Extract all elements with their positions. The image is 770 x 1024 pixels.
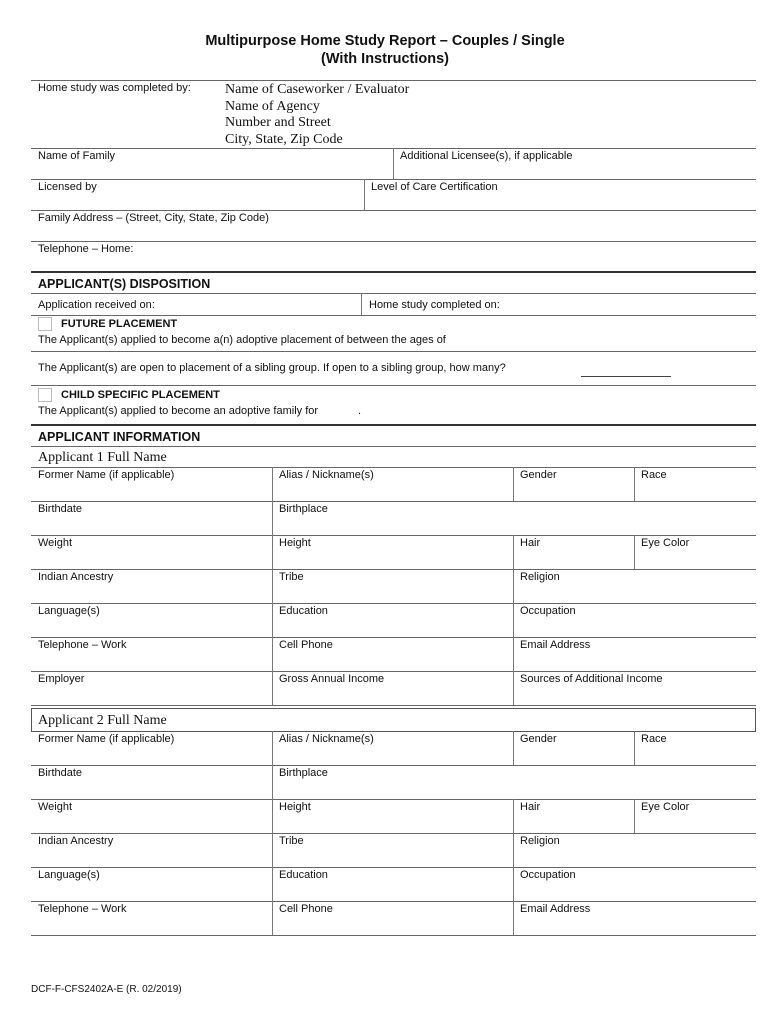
divider — [31, 385, 756, 386]
applicant1-eye-color-label: Eye Color — [641, 537, 690, 549]
applicant1-gross-income-label: Gross Annual Income — [279, 673, 385, 685]
applicant2-tribe-field[interactable] — [272, 833, 513, 867]
applicant2-tribe-label: Tribe — [279, 835, 304, 847]
applicant2-gender-label: Gender — [520, 733, 557, 745]
applicant1-race-label: Race — [641, 469, 667, 481]
divider — [272, 799, 273, 833]
divider — [272, 603, 273, 637]
divider — [634, 467, 635, 501]
divider — [513, 603, 514, 637]
applicant2-religion-label: Religion — [520, 835, 560, 847]
sibling-count-blank[interactable] — [581, 376, 671, 377]
applicant1-tribe-label: Tribe — [279, 571, 304, 583]
applicant1-tribe-field[interactable] — [272, 569, 513, 603]
divider — [31, 705, 756, 706]
divider — [272, 731, 273, 765]
applicant2-cell-phone-label: Cell Phone — [279, 903, 333, 915]
divider — [513, 467, 514, 501]
applicant2-former-name-label: Former Name (if applicable) — [38, 733, 175, 745]
application-received-label: Application received on: — [38, 299, 155, 311]
divider — [31, 446, 756, 447]
applicant2-indian-ancestry-label: Indian Ancestry — [38, 835, 114, 847]
applicant2-full-name-label: Applicant 2 Full Name — [38, 713, 167, 728]
divider — [272, 867, 273, 901]
future-placement-text: The Applicant(s) applied to become a(n) adoptive placement of between the ages of — [38, 334, 446, 346]
applicant2-alias-label: Alias / Nickname(s) — [279, 733, 374, 745]
child-specific-checkbox[interactable] — [38, 388, 52, 402]
divider — [513, 535, 514, 569]
divider — [272, 569, 273, 603]
divider — [272, 765, 273, 799]
divider — [513, 569, 514, 603]
applicant2-hair-label: Hair — [520, 801, 541, 813]
applicant1-hair-label: Hair — [520, 537, 541, 549]
divider — [513, 637, 514, 671]
divider — [31, 315, 756, 316]
future-placement-checkbox[interactable] — [38, 317, 52, 331]
section-divider — [31, 271, 756, 273]
applicant2-occupation-label: Occupation — [520, 869, 576, 881]
section-divider — [31, 424, 756, 426]
applicant2-birthplace-label: Birthplace — [279, 767, 328, 779]
applicant1-religion-label: Religion — [520, 571, 560, 583]
divider — [513, 833, 514, 867]
divider — [634, 535, 635, 569]
applicant1-gender-label: Gender — [520, 469, 557, 481]
city-state-zip[interactable]: City, State, Zip Code — [225, 131, 343, 147]
applicant1-height-label: Height — [279, 537, 311, 549]
divider — [513, 901, 514, 935]
disposition-heading: APPLICANT(S) DISPOSITION — [38, 277, 211, 291]
applicant1-telephone-work-label: Telephone – Work — [38, 639, 127, 651]
form-id: DCF-F-CFS2402A-E (R. 02/2019) — [31, 984, 182, 995]
agency-name[interactable]: Name of Agency — [225, 98, 320, 114]
sibling-group-text: The Applicant(s) are open to placement of a sibling group. If open to a sibling group, how many? — [38, 362, 506, 374]
divider — [31, 351, 756, 352]
applicant2-languages-label: Language(s) — [38, 869, 100, 881]
child-specific-label: CHILD SPECIFIC PLACEMENT — [61, 389, 220, 401]
child-specific-text: The Applicant(s) applied to become an adoptive family for — [38, 405, 319, 417]
applicant1-birthdate-label: Birthdate — [38, 503, 83, 515]
divider — [513, 867, 514, 901]
child-specific-period: . — [358, 405, 362, 417]
applicant2-birthplace-field[interactable] — [272, 765, 756, 799]
divider — [272, 671, 273, 705]
applicant2-race-label: Race — [641, 733, 667, 745]
divider — [513, 671, 514, 705]
divider — [272, 833, 273, 867]
applicant1-languages-label: Language(s) — [38, 605, 100, 617]
applicant2-weight-label: Weight — [38, 801, 73, 813]
applicant1-cell-phone-label: Cell Phone — [279, 639, 333, 651]
applicant2-birthdate-label: Birthdate — [38, 767, 83, 779]
applicant1-alias-label: Alias / Nickname(s) — [279, 469, 374, 481]
applicant2-email-label: Email Address — [520, 903, 591, 915]
divider — [513, 799, 514, 833]
future-placement-label: FUTURE PLACEMENT — [61, 318, 178, 330]
family-name-label: Name of Family — [38, 150, 116, 162]
divider — [272, 901, 273, 935]
divider — [272, 535, 273, 569]
applicant2-telephone-work-label: Telephone – Work — [38, 903, 127, 915]
level-of-care-label: Level of Care Certification — [371, 181, 498, 193]
divider — [272, 467, 273, 501]
family-address-label: Family Address – (Street, City, State, Zip Code) — [38, 212, 269, 224]
divider — [634, 799, 635, 833]
divider — [272, 501, 273, 535]
divider — [272, 637, 273, 671]
divider — [513, 731, 514, 765]
home-telephone-field[interactable] — [31, 241, 756, 271]
additional-licensee-label: Additional Licensee(s), if applicable — [400, 150, 573, 162]
divider — [31, 80, 756, 81]
page-title: Multipurpose Home Study Report – Couples / Single — [205, 33, 565, 49]
licensed-by-label: Licensed by — [38, 181, 97, 193]
caseworker-name[interactable]: Name of Caseworker / Evaluator — [225, 82, 410, 97]
applicant-info-heading: APPLICANT INFORMATION — [38, 430, 201, 444]
applicant2-education-label: Education — [279, 869, 328, 881]
applicant1-former-name-label: Former Name (if applicable) — [38, 469, 175, 481]
applicant1-employer-label: Employer — [38, 673, 85, 685]
applicant1-occupation-label: Occupation — [520, 605, 576, 617]
home-telephone-label: Telephone – Home: — [38, 243, 134, 255]
applicant1-full-name-label: Applicant 1 Full Name — [38, 450, 167, 465]
applicant1-birthplace-label: Birthplace — [279, 503, 328, 515]
divider — [634, 731, 635, 765]
applicant2-height-label: Height — [279, 801, 311, 813]
applicant2-eye-color-label: Eye Color — [641, 801, 690, 813]
completed-by-label: Home study was completed by: — [38, 82, 191, 94]
street-address[interactable]: Number and Street — [225, 115, 331, 130]
applicant1-education-label: Education — [279, 605, 328, 617]
page-subtitle: (With Instructions) — [321, 51, 449, 67]
applicant1-additional-income-label: Sources of Additional Income — [520, 673, 663, 685]
applicant1-birthplace-field[interactable] — [272, 501, 756, 535]
divider — [31, 935, 756, 936]
applicant1-weight-label: Weight — [38, 537, 73, 549]
applicant1-indian-ancestry-label: Indian Ancestry — [38, 571, 114, 583]
applicant1-email-label: Email Address — [520, 639, 591, 651]
home-study-completed-label: Home study completed on: — [369, 299, 500, 311]
